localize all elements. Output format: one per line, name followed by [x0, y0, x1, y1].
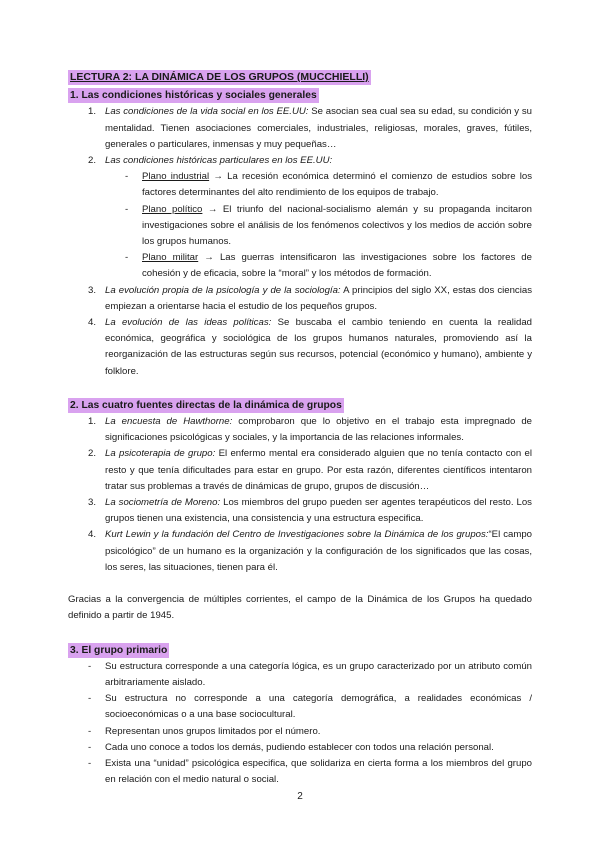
list-item: [68, 446, 532, 495]
bullet-text: Su estructura no corresponde a una categoría demográfica, a realidades económicas / socioeconómicas o a una base sociocultural.: [105, 693, 532, 721]
sub-list-item: [68, 169, 532, 201]
spacer: [68, 625, 532, 641]
item-number: 3.: [88, 497, 97, 509]
item-number: 1.: [88, 106, 97, 118]
dash-bullet: -: [88, 757, 92, 769]
dash-bullet: -: [88, 741, 92, 753]
list-item: [68, 153, 532, 169]
dash-bullet: -: [125, 203, 129, 215]
list-item: [68, 691, 532, 723]
bullet-text: Cada uno conoce a todos los demás, pudiendo establecer con todos una relación personal.: [105, 741, 494, 753]
document-page: [68, 70, 532, 788]
spacer: [68, 380, 532, 396]
item-number: 3.: [88, 284, 97, 296]
arrow-glyph: →: [202, 203, 223, 215]
item-number: 1.: [88, 416, 97, 428]
dash-bullet: -: [88, 725, 92, 737]
document-title: LECTURA 2: LA DINÁMICA DE LOS GRUPOS (MUCCHIELLI): [70, 71, 369, 83]
item-lead: La evolución propia de la psicología y de la sociología:: [105, 284, 341, 296]
bullet-text: Exista una “unidad” psicológica especifica, que solidariza en cierta forma a los miembros del grupo en relación con el medio natural o social.: [105, 757, 532, 786]
section-1-sublist: [68, 169, 532, 282]
list-item: [68, 659, 532, 691]
section-1-list-cont: [68, 283, 532, 380]
item-lead: Kurt Lewin y la fundación del Centro de Investigaciones sobre la Dinámica de los grupos:: [105, 529, 489, 541]
dash-bullet: -: [88, 693, 92, 705]
section-1-list: [68, 104, 532, 169]
arrow-glyph: →: [209, 171, 228, 183]
list-item: [68, 315, 532, 380]
document-title-wrap: [68, 70, 532, 86]
section-3: [68, 643, 532, 659]
list-item: [68, 527, 532, 576]
list-item: [68, 724, 532, 740]
item-text: A principios del siglo XX, estas dos ciencias empiezan a orientarse hacia el estudio de los pequeños grupos.: [105, 284, 532, 312]
item-number: 2.: [88, 155, 97, 167]
sub-item-text: La recesión económica determinó el comienzo de estudios sobre los factores determinantes del alto rendimiento de los equipos de trabajo.: [142, 171, 532, 199]
item-lead: La sociometría de Moreno:: [105, 497, 221, 509]
item-lead: La psicoterapia de grupo:: [105, 448, 216, 460]
item-text: Se asocian sea cual sea su edad, su condición y su mentalidad. Tienen asociaciones comerciales, industriales, religiosas, morales, graves, fútiles, generales o particulares, inmensas y muy pequeñas…: [105, 106, 532, 150]
list-item: [68, 283, 532, 315]
item-number: 4.: [88, 317, 97, 329]
sub-item-text: El triunfo del nacional-socialismo alemán y su propaganda incitaron investigaciones sobre el análisis de los fenómenos colectivos y los medios de acción sobre los grupos humanos.: [142, 203, 532, 248]
sub-item-label: Plano industrial: [142, 171, 210, 183]
item-number: 2.: [88, 448, 97, 460]
item-text: Se buscaba el cambio teniendo en cuenta la realidad económica, geográfica y sociológica de los grupos humanos naturales, promoviendo así la reorganización de las estructuras según sus recursos, potencial (económico y humano), ambiente y folklore.: [105, 317, 533, 377]
spacer: [68, 576, 532, 592]
item-lead: La evolución de las ideas políticas:: [105, 317, 272, 329]
section-2-list: [68, 414, 532, 576]
section-1: [68, 88, 532, 104]
dash-bullet: -: [125, 252, 129, 264]
list-item: [68, 104, 532, 153]
list-item: [68, 740, 532, 756]
sub-list-item: [68, 250, 532, 282]
item-text: “El campo psicológico” de un humano es la organización y la configuración de los significados que las cosas, los seres, las situaciones, tienen para él.: [105, 529, 532, 573]
section-2-heading: 2. Las cuatro fuentes directas de la dinámica de grupos: [70, 399, 342, 411]
sub-item-label: Plano político: [142, 203, 203, 215]
page-number: 2: [297, 791, 303, 802]
sub-item-label: Plano militar: [142, 252, 199, 264]
item-number: 4.: [88, 529, 97, 541]
item-text: Los miembros del grupo pueden ser agentes terapéuticos del resto. Los grupos tienen una existencia, una consistencia y una estructura especifica.: [105, 497, 532, 525]
item-lead: Las condiciones de la vida social en los EE.UU:: [105, 106, 309, 118]
dash-bullet: -: [125, 171, 129, 183]
sub-list-item: [68, 202, 532, 251]
section-1-heading: 1. Las condiciones históricas y sociales generales: [70, 90, 317, 102]
bullet-text: Su estructura corresponde a una categoría lógica, es un grupo caracterizado por un atributo común arbitrariamente aislado.: [105, 660, 532, 688]
sub-item-text: Las guerras intensificaron las investigaciones sobre los factores de cohesión y de eficacia, sobre la “moral” y los métodos de formación.: [142, 252, 532, 280]
section-3-heading: 3. El grupo primario: [70, 644, 168, 656]
section-3-list: [68, 659, 532, 789]
list-item: [68, 414, 532, 446]
summary-paragraph: Gracias a la convergencia de múltiples corrientes, el campo de la Dinámica de los Grupos ha quedado definido a partir de 1945.: [68, 594, 532, 622]
item-lead: Las condiciones históricas particulares en los EE.UU:: [105, 155, 333, 167]
item-text: El enfermo mental era considerado alguien que no tenía contacto con el resto y que tenía dificultades para estar en grupo. Por esta razón, diferentes científicos intentaron tratar sus problemas a través de dinámicas de grupo, grupos de discusión…: [105, 448, 532, 492]
list-item: [68, 495, 532, 527]
item-text: comprobaron que lo objetivo en el trabajo esta impregnado de significaciones psicológicas y sociales, y la importancia de las relaciones informales.: [105, 416, 532, 444]
item-lead: La encuesta de Hawthorne:: [105, 416, 233, 428]
list-item: [68, 756, 532, 788]
section-2: [68, 398, 532, 414]
bullet-text: Representan unos grupos limitados por el número.: [105, 725, 321, 737]
arrow-glyph: →: [198, 252, 220, 264]
dash-bullet: -: [88, 660, 92, 672]
